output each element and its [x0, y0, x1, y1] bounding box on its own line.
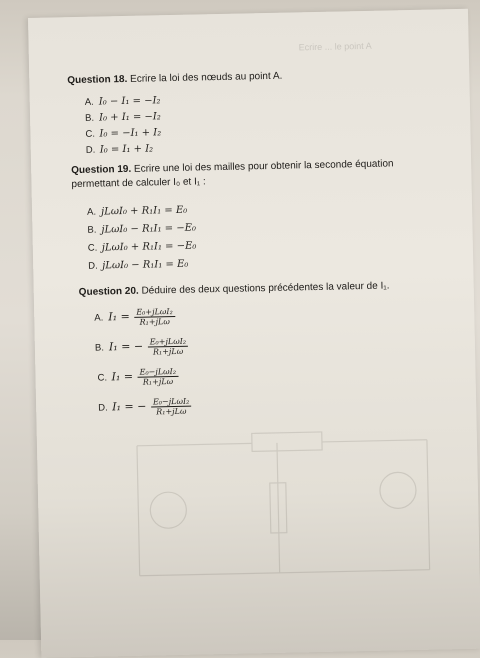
question-18-option-b: B. I₀ + I₁ = −I₂: [84, 111, 161, 124]
question-20-option-b: B. I₁ = − $\frac{\text{E₀+jLωI₂}}{\text{R₁+jLω}}$: [95, 337, 189, 358]
question-19-title: Question 19. Ecrire une loi des mailles pour obtenir la seconde équation: [71, 158, 394, 177]
question-20-option-a: A. I₁ = $\frac{\text{E₀+jLωI₂}}{\text{R₁+jLω}}$: [94, 307, 175, 328]
fraction: $\frac{\text{E₀−jLωI₂}}{\text{R₁+jLω}}$: [137, 367, 178, 387]
question-19-option-a: A. jLωI₀ + R₁I₁ = E₀: [86, 204, 188, 218]
exam-page: [28, 9, 480, 658]
question-19-option-b: B. jLωI₀ − R₁I₁ = −E₀: [87, 222, 197, 236]
question-18-title: Question 18. Ecrire la loi des nœuds au point A.: [67, 70, 283, 87]
question-20-option-c: C. I₁ = $\frac{\text{E₀−jLωI₂}}{\text{R₁+jLω}}$: [97, 367, 178, 388]
fraction: $\frac{\text{E₀−jLωI₂}}{\text{R₁+jLω}}$: [151, 397, 192, 417]
question-18-option-c: C. I₀ = −I₁ + I₂: [85, 127, 162, 140]
question-19-title-line2: permettant de calculer I₀ et I₁ :: [71, 176, 206, 191]
fraction: $\frac{\text{E₀+jLωI₂}}{\text{R₁+jLω}}$: [134, 307, 175, 327]
question-18-option-a: A. I₀ − I₁ = −I₂: [84, 95, 161, 108]
question-19-option-c: C. jLωI₀ + R₁I₁ = −E₀: [87, 240, 197, 254]
question-19-option-d: D. jLωI₀ − R₁I₁ = E₀: [88, 258, 189, 272]
question-20-title: Question 20. Déduire des deux questions précédentes la valeur de I₁.: [78, 280, 390, 298]
bleed-header: Ecrire ... le point A: [298, 40, 372, 53]
question-18-option-d: D. I₀ = I₁ + I₂: [85, 143, 154, 156]
question-20-option-d: D. I₁ = − $\frac{\text{E₀−jLωI₂}}{\text{R₁+jLω}}$: [98, 397, 192, 418]
fraction: $\frac{\text{E₀+jLωI₂}}{\text{R₁+jLω}}$: [148, 337, 189, 357]
